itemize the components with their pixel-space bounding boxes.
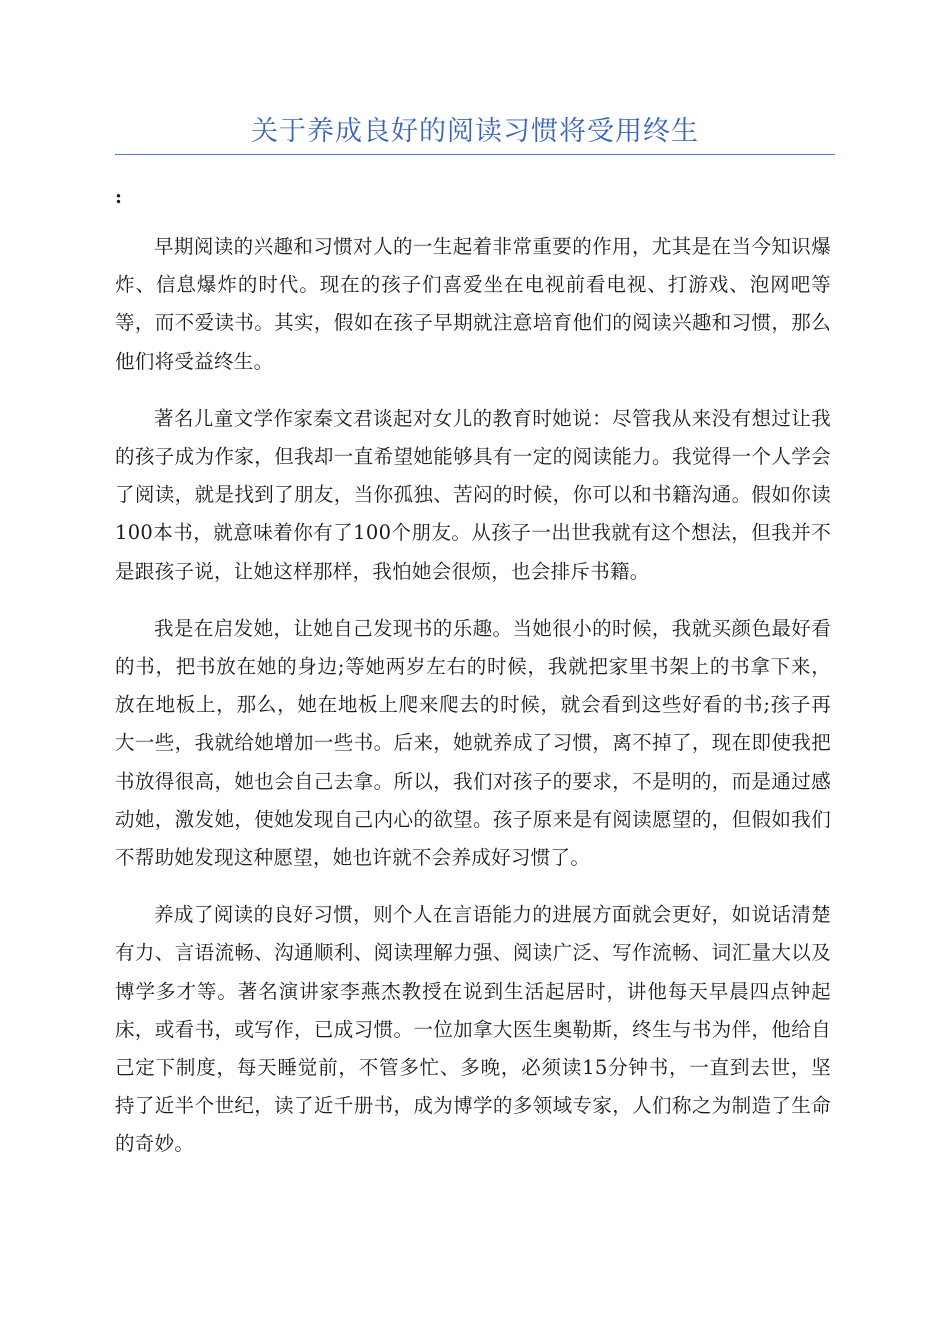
document-title: 关于养成良好的阅读习惯将受用终生: [251, 116, 699, 147]
lead-mark: :: [115, 186, 123, 208]
paragraph: 著名儿童文学作家秦文君谈起对女儿的教育时她说：尽管我从来没有想过让我的孩子成为作家，但我却一直希望她能够具有一定的阅读能力。我觉得一个人学会了阅读，就是找到了朋友，当你孤独、苦闷的时候，你可以和书籍沟通。假如你读100本书，就意味着你有了100个朋友。从孩子一出世我就有这个想法，但我并不是跟孩子说，让她这样那样，我怕她会很烦，也会排斥书籍。: [115, 406, 831, 583]
paragraph: 我是在启发她，让她自己发现书的乐趣。当她很小的时候，我就买颜色最好看的书，把书放在她的身边;等她两岁左右的时候，我就把家里书架上的书拿下来，放在地板上，那么，她在地板上爬来爬去的时候，就会看到这些好看的书;孩子再大一些，我就给她增加一些书。后来，她就养成了习惯，离不掉了，现在即使我把书放得很高，她也会自己去拿。所以，我们对孩子的要求，不是明的，而是通过感动她，激发她，使她发现自己内心的欲望。孩子原来是有阅读愿望的，但假如我们不帮助她发现这种愿望，她也许就不会养成好习惯了。: [115, 616, 831, 870]
paragraph: 早期阅读的兴趣和习惯对人的一生起着非常重要的作用，尤其是在当今知识爆炸、信息爆炸的时代。现在的孩子们喜爱坐在电视前看电视、打游戏、泡网吧等等，而不爱读书。其实，假如在孩子早期就注意培育他们的阅读兴趣和习惯，那么他们将受益终生。: [115, 235, 831, 373]
title-underline: [115, 154, 835, 155]
document-body: [115, 228, 831, 1183]
paragraph: 养成了阅读的良好习惯，则个人在言语能力的进展方面就会更好，如说话清楚有力、言语流畅、沟通顺利、阅读理解力强、阅读广泛、写作流畅、词汇量大以及博学多才等。著名演讲家李燕杰教授在说到生活起居时，讲他每天早晨四点钟起床，或看书，或写作，已成习惯。一位加拿大医生奥勒斯，终生与书为伴，他给自己定下制度，每天睡觉前，不管多忙、多晚，必须读15分钟书，一直到去世，坚持了近半个世纪，读了近千册书，成为博学的多领域专家，人们称之为制造了生命的奇妙。: [115, 903, 831, 1156]
